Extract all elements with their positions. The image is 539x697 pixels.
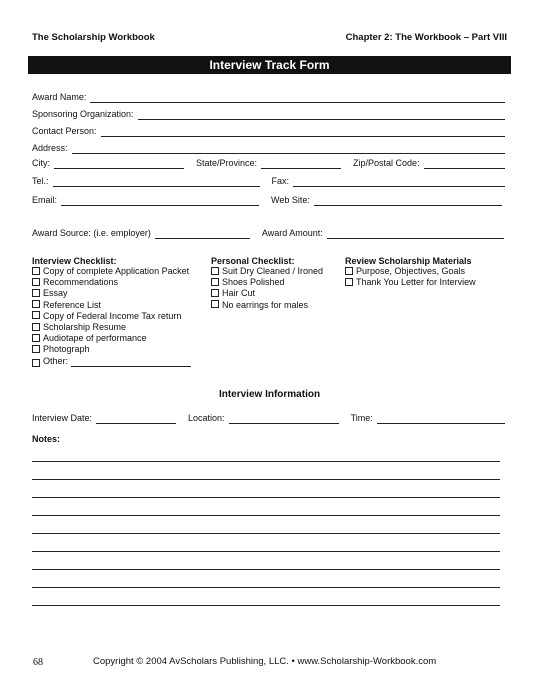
checklist-item[interactable]: Copy of complete Application Packet xyxy=(32,266,191,277)
time-field[interactable] xyxy=(377,414,505,424)
interview-info-title: Interview Information xyxy=(218,389,321,400)
contact-person-label: Contact Person: xyxy=(32,126,97,136)
location-label: Location: xyxy=(188,413,225,423)
checkbox-icon[interactable] xyxy=(211,300,219,308)
checklist-item[interactable]: Thank You Letter for Interview xyxy=(345,277,476,288)
tel-label: Tel.: xyxy=(32,176,49,186)
checklist-item[interactable]: No earrings for males xyxy=(211,300,323,311)
award-source-amount-row xyxy=(32,227,504,239)
checklist-item[interactable]: Photograph xyxy=(32,344,191,355)
city-field[interactable] xyxy=(54,159,184,169)
checkbox-icon[interactable] xyxy=(32,267,40,275)
sponsoring-org-row xyxy=(32,108,505,120)
checklist-item[interactable]: Suit Dry Cleaned / Ironed xyxy=(211,266,323,277)
review-materials-checklist xyxy=(345,256,476,288)
contact-person-row xyxy=(32,125,505,137)
notes-line[interactable] xyxy=(32,605,500,606)
page-number: 68 xyxy=(33,657,43,668)
notes-line[interactable] xyxy=(32,515,500,516)
award-source-label: Award Source: (i.e. employer) xyxy=(32,228,151,238)
state-label: State/Province: xyxy=(196,158,258,168)
tel-fax-row xyxy=(32,175,505,187)
state-field[interactable] xyxy=(261,159,341,169)
email-label: Email: xyxy=(32,195,58,205)
award-name-label: Award Name: xyxy=(32,92,87,102)
award-name-field[interactable] xyxy=(90,93,505,103)
email-website-row xyxy=(32,194,502,206)
notes-label: Notes: xyxy=(32,434,61,444)
checklist-item[interactable]: Shoes Polished xyxy=(211,277,323,288)
city-label: City: xyxy=(32,158,50,168)
award-source-field[interactable] xyxy=(155,229,250,239)
checkbox-icon[interactable] xyxy=(32,289,40,297)
notes-line[interactable] xyxy=(32,587,500,588)
interview-checklist xyxy=(32,256,191,367)
checklist-item[interactable]: Audiotape of performance xyxy=(32,333,191,344)
checklist-item[interactable]: Hair Cut xyxy=(211,288,323,299)
notes-line[interactable] xyxy=(32,551,500,552)
checkbox-icon[interactable] xyxy=(32,359,40,367)
notes-line[interactable] xyxy=(32,497,500,498)
location-field[interactable] xyxy=(229,414,339,424)
interview-date-label: Interview Date: xyxy=(32,413,93,423)
checkbox-icon[interactable] xyxy=(32,323,40,331)
city-state-zip-row xyxy=(32,157,505,169)
checkbox-icon[interactable] xyxy=(32,334,40,342)
checklist-item[interactable]: Essay xyxy=(32,288,191,299)
checklist-item[interactable]: Purpose, Objectives, Goals xyxy=(345,266,476,277)
award-name-row xyxy=(32,91,505,103)
checklist-item[interactable]: Reference List xyxy=(32,300,191,311)
tel-field[interactable] xyxy=(53,177,260,187)
checkbox-icon[interactable] xyxy=(211,267,219,275)
award-amount-field[interactable] xyxy=(327,229,504,239)
checkbox-icon[interactable] xyxy=(211,289,219,297)
checklist-item[interactable]: Scholarship Resume xyxy=(32,322,191,333)
fax-field[interactable] xyxy=(293,177,505,187)
sponsoring-org-field[interactable] xyxy=(138,110,505,120)
notes-line[interactable] xyxy=(32,461,500,462)
address-row xyxy=(32,142,505,154)
zip-label: Zip/Postal Code: xyxy=(353,158,420,168)
fax-label: Fax: xyxy=(271,176,290,186)
notes-line[interactable] xyxy=(32,569,500,570)
address-label: Address: xyxy=(32,143,68,153)
time-label: Time: xyxy=(350,413,373,423)
contact-person-field[interactable] xyxy=(101,127,505,137)
checkbox-icon[interactable] xyxy=(32,278,40,286)
notes-line[interactable] xyxy=(32,533,500,534)
personal-checklist-title: Personal Checklist: xyxy=(211,256,295,266)
award-amount-label: Award Amount: xyxy=(261,228,323,238)
personal-checklist xyxy=(211,256,323,311)
checklist-item-other[interactable]: Other: xyxy=(32,356,191,367)
copyright-notice: Copyright © 2004 AvScholars Publishing, LLC. • www.Scholarship-Workbook.com xyxy=(93,656,437,667)
checkbox-icon[interactable] xyxy=(345,267,353,275)
checkbox-icon[interactable] xyxy=(32,311,40,319)
checkbox-icon[interactable] xyxy=(32,300,40,308)
form-title: Interview Track Form xyxy=(28,56,511,74)
website-field[interactable] xyxy=(314,196,502,206)
checkbox-icon[interactable] xyxy=(32,345,40,353)
running-header-right: Chapter 2: The Workbook – Part VIII xyxy=(345,32,507,43)
website-label: Web Site: xyxy=(271,195,310,205)
checklist-item[interactable]: Copy of Federal Income Tax return xyxy=(32,311,191,322)
interview-date-field[interactable] xyxy=(96,414,176,424)
running-header-left: The Scholarship Workbook xyxy=(32,32,155,43)
address-field[interactable] xyxy=(72,144,505,154)
checkbox-icon[interactable] xyxy=(345,278,353,286)
email-field[interactable] xyxy=(61,196,259,206)
sponsoring-org-label: Sponsoring Organization: xyxy=(32,109,134,119)
other-field[interactable] xyxy=(71,357,191,367)
review-materials-title: Review Scholarship Materials xyxy=(345,256,472,266)
checklist-item[interactable]: Recommendations xyxy=(32,277,191,288)
checkbox-icon[interactable] xyxy=(211,278,219,286)
zip-field[interactable] xyxy=(424,159,505,169)
interview-info-row xyxy=(32,412,505,424)
interview-checklist-title: Interview Checklist: xyxy=(32,256,117,266)
notes-line[interactable] xyxy=(32,479,500,480)
